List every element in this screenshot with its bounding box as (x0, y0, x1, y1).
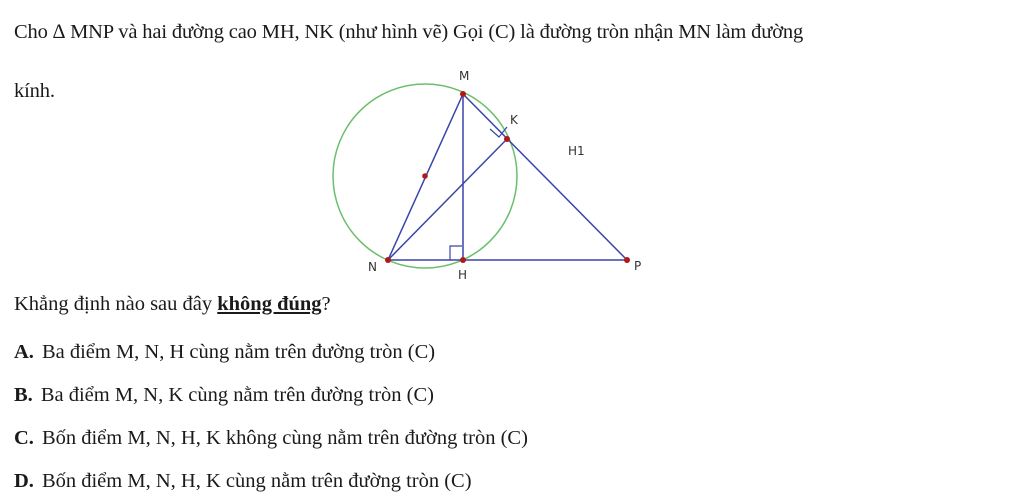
label-m: M (459, 69, 470, 83)
label-p: P (634, 259, 642, 273)
question-emphasis: không đúng (217, 293, 322, 315)
option-b[interactable] (14, 384, 434, 407)
option-d-text: Bốn điểm M, N, H, K cùng nằm trên đường tròn (C) (41, 470, 472, 492)
problem-line-1: Cho ∆ MNP và hai đường cao MH, NK (như hình vẽ) Gọi (C) là đường tròn nhận MN làm đường (14, 21, 804, 43)
label-n: N (368, 260, 377, 274)
triangle-circle-diagram (320, 62, 660, 292)
point-n (385, 257, 391, 263)
option-b-letter: B. (14, 384, 33, 406)
point-p (624, 257, 630, 263)
point-m (460, 91, 466, 97)
label-h: H (458, 268, 468, 282)
problem-statement (14, 21, 1019, 102)
point-k (504, 136, 510, 142)
label-k: K (510, 113, 518, 127)
problem-line-2: kính. (14, 80, 55, 102)
question-prefix: Khẳng định nào sau đây (14, 293, 218, 315)
option-b-text: Ba điểm M, N, K cùng nằm trên đường tròn (C) (40, 384, 434, 406)
segment-mp (463, 94, 627, 260)
right-angle-mark-h (450, 246, 462, 260)
option-a-letter: A. (14, 341, 34, 363)
geometry-figure (320, 62, 660, 292)
option-c-letter: C. (14, 427, 34, 449)
option-a-text: Ba điểm M, N, H cùng nằm trên đường tròn (C) (41, 341, 436, 363)
point-center (422, 173, 428, 179)
question-prompt (14, 293, 331, 316)
label-h1: H1 (568, 144, 585, 158)
option-c-text: Bốn điểm M, N, H, K không cùng nằm trên đường tròn (C) (41, 427, 528, 449)
option-d[interactable] (14, 470, 472, 493)
question-suffix: ? (321, 293, 331, 315)
option-d-letter: D. (14, 470, 34, 492)
option-c[interactable] (14, 427, 528, 450)
option-a[interactable] (14, 341, 435, 364)
point-h (460, 257, 466, 263)
